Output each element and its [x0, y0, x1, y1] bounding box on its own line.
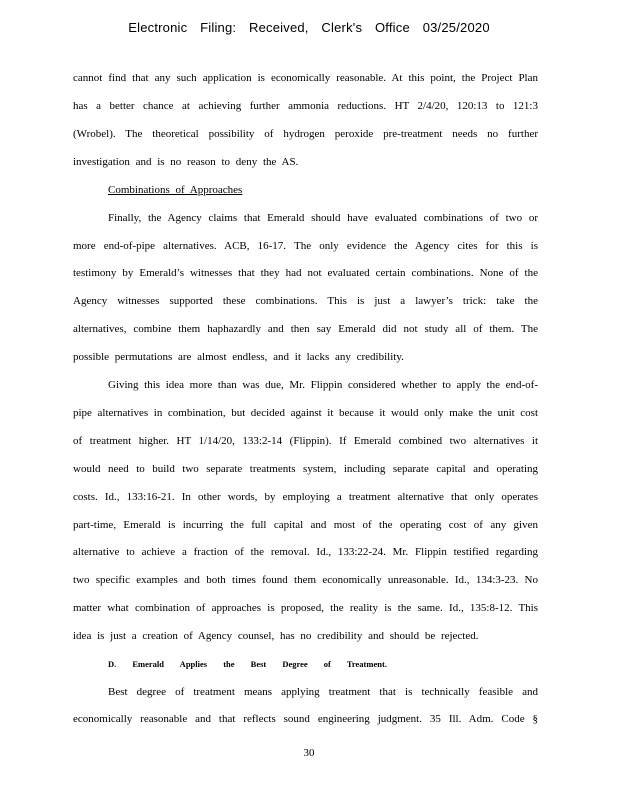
body-line: Best degree of treatment means applying treatment that is technically feasible and [108, 686, 538, 698]
filing-header: Electronic Filing: Received, Clerk's Office 03/25/2020 [128, 20, 490, 35]
body-line: costs. Id., 133:16-21. In other words, by employing a treatment alternative that only operates [73, 491, 538, 503]
body-line: part-time, Emerald is incurring the full capital and most of the operating cost of any given [73, 519, 538, 531]
body-line: has a better chance at achieving further ammonia reductions. HT 2/4/20, 120:13 to 121:3 [73, 100, 538, 112]
body-line: pipe alternatives in combination, but decided against it because it would only make the unit cost [73, 407, 538, 419]
body-line: more end-of-pipe alternatives. ACB, 16-17. The only evidence the Agency cites for this is [73, 240, 538, 252]
body-line: matter what combination of approaches is proposed, the reality is the same. Id., 135:8-12. This [73, 602, 538, 614]
body-line: investigation and is no reason to deny the AS. [73, 156, 299, 168]
body-line: possible permutations are almost endless, and it lacks any credibility. [73, 351, 404, 363]
body-line: economically reasonable and that reflects sound engineering judgment. 35 Ill. Adm. Code § [73, 713, 538, 725]
body-line: Agency witnesses supported these combinations. This is just a lawyer’s trick: take the [73, 295, 538, 307]
body-line: alternative to achieve a fraction of the removal. Id., 133:22-24. Mr. Flippin testified regarding [73, 546, 538, 558]
body-line: of treatment higher. HT 1/14/20, 133:2-14 (Flippin). If Emerald combined two alternatives it [73, 435, 538, 447]
body-line: Finally, the Agency claims that Emerald should have evaluated combinations of two or [108, 212, 538, 224]
body-line: would need to build two separate treatments system, including separate capital and operating [73, 463, 538, 475]
body-line: testimony by Emerald’s witnesses that they had not evaluated certain combinations. None of the [73, 267, 538, 279]
body-line: (Wrobel). The theoretical possibility of hydrogen peroxide pre-treatment needs no further [73, 128, 538, 140]
body-line: idea is just a creation of Agency counsel, has no credibility and should be rejected. [73, 630, 479, 642]
section-heading: D. Emerald Applies the Best Degree of Treatment. [108, 659, 387, 669]
page-number: 30 [303, 747, 315, 759]
body-line: alternatives, combine them haphazardly and then say Emerald did not study all of them. The [73, 323, 538, 335]
body-line: Giving this idea more than was due, Mr. Flippin considered whether to apply the end-of- [108, 379, 538, 391]
body-line: cannot find that any such application is economically reasonable. At this point, the Project Plan [73, 72, 538, 84]
section-subheading: Combinations of Approaches [108, 184, 243, 196]
body-line: two specific examples and both times found them economically unreasonable. Id., 134:3-23. No [73, 574, 538, 586]
